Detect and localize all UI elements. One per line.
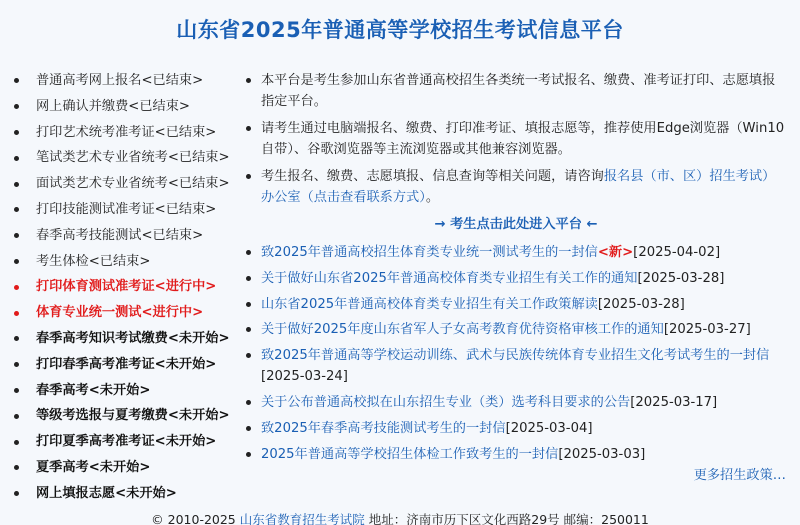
news-item-link[interactable]: 2025年普通高等学校招生体检工作致考生的一封信 <box>261 446 559 462</box>
sidebar-item[interactable] <box>14 171 244 197</box>
sidebar-item-label[interactable]: 夏季高考<未开始> <box>36 459 151 475</box>
footer-org-link[interactable]: 山东省教育招生考试院 <box>239 512 365 525</box>
enter-platform <box>246 214 786 236</box>
sidebar-item-label[interactable]: 打印春季高考准考证<未开始> <box>36 356 217 372</box>
more-policies-link[interactable]: 更多招生政策… <box>693 468 786 483</box>
news-item <box>246 345 786 387</box>
news-item-link[interactable]: 山东省2025年普通高校体育类专业招生有关工作政策解读 <box>261 296 598 312</box>
bullet-icon <box>14 311 19 316</box>
notice-suffix: 。 <box>425 190 440 205</box>
sidebar-item-label[interactable]: 体育专业统一测试<进行中> <box>36 305 204 321</box>
sidebar-item[interactable] <box>14 378 244 404</box>
notice-3 <box>246 166 786 208</box>
sidebar-item[interactable] <box>14 120 244 146</box>
notice-text <box>261 166 786 208</box>
sidebar-item-label[interactable]: 春季高考知识考试缴费<未开始> <box>36 330 230 346</box>
news-item-body <box>261 294 786 315</box>
bullet-icon <box>14 233 19 238</box>
bullet-icon <box>246 302 251 307</box>
sidebar-item[interactable] <box>14 352 244 378</box>
sidebar-item[interactable] <box>14 94 244 120</box>
sidebar-item[interactable] <box>14 274 244 300</box>
news-item-date: [2025-03-24] <box>261 369 348 385</box>
news-item <box>246 268 786 289</box>
sidebar-item-label[interactable]: 笔试类艺术专业省统考<已结束> <box>36 150 230 166</box>
bullet-icon <box>14 440 19 445</box>
sidebar-item-label[interactable]: 打印体育测试准考证<进行中> <box>36 279 217 295</box>
bullet-icon <box>246 426 251 431</box>
main-content <box>246 70 786 469</box>
news-item-date: [2025-03-03] <box>558 446 646 462</box>
news-item <box>246 294 786 315</box>
news-item-link[interactable]: 关于做好山东省2025年普通高校体育类专业招生有关工作的通知 <box>261 270 638 286</box>
sidebar-item-label[interactable]: 打印技能测试准考证<已结束> <box>36 201 217 217</box>
more-policies <box>694 464 786 483</box>
bullet-icon <box>246 78 251 83</box>
sidebar-item[interactable] <box>14 197 244 223</box>
news-item-link[interactable]: 致2025年普通高校招生体育类专业统一测试考生的一封信 <box>261 245 598 260</box>
news-item-body <box>261 444 786 465</box>
bullet-icon <box>246 400 251 405</box>
news-item-link[interactable]: 致2025年普通高等学校运动训练、武术与民族传统体育专业招生文化考试考生的一封信 <box>261 348 770 364</box>
news-item-body <box>261 268 786 289</box>
footer <box>0 510 800 525</box>
bullet-icon <box>14 207 19 212</box>
bullet-icon <box>14 259 19 264</box>
bullet-icon <box>14 336 19 341</box>
news-list <box>246 242 786 465</box>
footer-copyright: © 2010-2025 <box>151 512 240 525</box>
bullet-icon <box>246 452 251 457</box>
bullet-icon <box>14 104 19 109</box>
sidebar-item[interactable] <box>14 68 244 94</box>
notice-prefix: 考生报名、缴费、志愿填报、信息查询等相关问题，请咨询 <box>261 169 604 184</box>
news-item-date: [2025-04-02] <box>633 245 721 260</box>
bullet-icon <box>14 491 19 496</box>
sidebar-item[interactable] <box>14 455 244 481</box>
bullet-icon <box>246 276 251 281</box>
bullet-icon <box>14 130 19 135</box>
sidebar-item-label[interactable]: 网上填报志愿<未开始> <box>36 485 177 501</box>
sidebar-item-label[interactable]: 等级考选报与夏考缴费<未开始> <box>36 408 230 424</box>
sidebar-item[interactable] <box>14 481 244 507</box>
news-item-body <box>261 319 786 340</box>
bullet-icon <box>14 156 19 161</box>
news-item-date: [2025-03-04] <box>505 420 593 436</box>
sidebar-item-label[interactable]: 普通高考网上报名<已结束> <box>36 73 204 88</box>
sidebar-item-label[interactable]: 考生体检<已结束> <box>36 253 151 269</box>
news-item-date: [2025-03-17] <box>630 394 718 410</box>
sidebar-item-label[interactable]: 打印艺术统考准考证<已结束> <box>36 124 217 140</box>
sidebar-item-label[interactable]: 春季高考技能测试<已结束> <box>36 227 204 243</box>
bullet-icon <box>14 285 19 290</box>
bullet-icon <box>246 126 251 131</box>
notice-text: 请考生通过电脑端报名、缴费、打印准考证、填报志愿等，推荐使用Edge浏览器（Win10自带）、谷歌浏览器等主流浏览器或其他兼容浏览器。 <box>261 121 785 157</box>
sidebar-item[interactable] <box>14 145 244 171</box>
page-title: 山东省2025年普通高等学校招生考试信息平台 <box>176 18 624 42</box>
enter-platform-link[interactable]: → 考生点击此处进入平台 ← <box>434 217 598 232</box>
sidebar-item[interactable] <box>14 249 244 275</box>
footer-address: 地址：济南市历下区文化西路29号 邮编：250011 <box>364 512 649 525</box>
bullet-icon <box>246 250 251 255</box>
sidebar-item[interactable] <box>14 300 244 326</box>
sidebar-item-label[interactable]: 打印夏季高考准考证<未开始> <box>36 434 217 450</box>
sidebar-item-label[interactable]: 春季高考<未开始> <box>36 382 151 398</box>
news-item-body <box>261 345 786 387</box>
sidebar-item[interactable] <box>14 429 244 455</box>
news-item-link[interactable]: 关于公布普通高校拟在山东招生专业（类）选考科目要求的公告 <box>261 394 631 410</box>
bullet-icon <box>246 174 251 179</box>
news-item-date: [2025-03-28] <box>637 270 725 286</box>
bullet-icon <box>246 327 251 332</box>
bullet-icon <box>14 465 19 470</box>
bullet-icon <box>14 388 19 393</box>
news-item-link[interactable]: 致2025年春季高考技能测试考生的一封信 <box>261 420 506 436</box>
bullet-icon <box>14 182 19 187</box>
notice-text: 本平台是考生参加山东省普通高校招生各类统一考试报名、缴费、准考证打印、志愿填报指定平台。 <box>261 73 776 109</box>
sidebar-item[interactable] <box>14 326 244 352</box>
contact-office-link[interactable]: 报名县（市、区）招生考试）办公室（点击查看联系方式） <box>261 169 776 205</box>
news-item <box>246 242 786 263</box>
new-badge: <新> <box>597 245 634 260</box>
news-item <box>246 319 786 340</box>
news-item-date: [2025-03-27] <box>663 322 751 338</box>
bullet-icon <box>246 353 251 358</box>
sidebar-item[interactable] <box>14 403 244 429</box>
bullet-icon <box>14 414 19 419</box>
sidebar-item-label[interactable]: 面试类艺术专业省统考<已结束> <box>36 176 230 192</box>
news-item-link[interactable]: 关于做好2025年度山东省军人子女高考教育优待资格审核工作的通知 <box>261 322 664 338</box>
bullet-icon <box>14 78 19 83</box>
sidebar-item-label[interactable]: 网上确认并缴费<已结束> <box>36 98 190 114</box>
news-item-body <box>261 242 786 263</box>
news-item <box>246 444 786 465</box>
news-item-body <box>261 418 786 439</box>
notice-2 <box>246 118 786 160</box>
news-item-body <box>261 392 786 413</box>
news-item <box>246 392 786 413</box>
sidebar-item[interactable] <box>14 223 244 249</box>
sidebar-menu <box>14 68 244 507</box>
notice-1 <box>246 70 786 112</box>
bullet-icon <box>14 362 19 367</box>
news-item-date: [2025-03-28] <box>597 296 685 312</box>
news-item <box>246 418 786 439</box>
